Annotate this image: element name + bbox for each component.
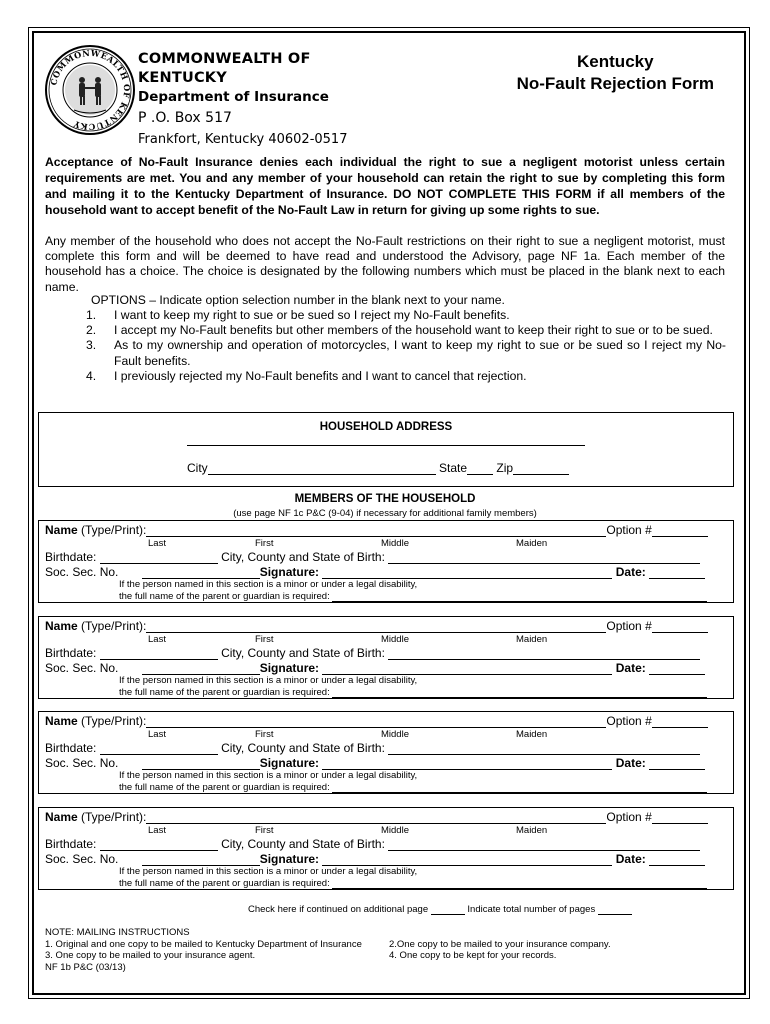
guardian-field[interactable] bbox=[332, 592, 707, 602]
first-caption: First bbox=[255, 825, 274, 836]
signature-field[interactable] bbox=[322, 757, 612, 770]
middle-caption: Middle bbox=[381, 825, 409, 836]
date-label: Date: bbox=[615, 852, 646, 866]
options-list bbox=[86, 308, 726, 384]
option-item bbox=[86, 308, 726, 323]
name-field[interactable] bbox=[146, 715, 606, 728]
minor-note-2-row bbox=[119, 591, 707, 602]
option-field[interactable] bbox=[652, 715, 708, 728]
name-label: Name bbox=[45, 523, 78, 537]
name-row bbox=[45, 619, 708, 633]
option-text: As to my ownership and operation of motorcycles, I want to keep my right to sue or be sued so I reject my No-Fault benefits. bbox=[114, 338, 726, 368]
option-number: 4. bbox=[86, 368, 97, 383]
signature-label: Signature: bbox=[259, 565, 320, 579]
name-field[interactable] bbox=[146, 524, 606, 537]
name-row bbox=[45, 523, 708, 537]
option-label: Option # bbox=[606, 714, 652, 728]
ssn-row bbox=[45, 565, 705, 579]
guardian-label: the full name of the parent or guardian is required: bbox=[119, 878, 330, 889]
options-header: OPTIONS – Indicate option selection number in the blank next to your name. bbox=[91, 293, 505, 307]
option-field[interactable] bbox=[652, 811, 708, 824]
household-address-title: HOUSEHOLD ADDRESS bbox=[319, 421, 453, 433]
signature-label: Signature: bbox=[259, 852, 320, 866]
middle-caption: Middle bbox=[381, 729, 409, 740]
name-label: Name bbox=[45, 810, 78, 824]
guardian-label: the full name of the parent or guardian is required: bbox=[119, 782, 330, 793]
guardian-field[interactable] bbox=[332, 783, 707, 793]
member-block bbox=[38, 807, 734, 890]
middle-caption: Middle bbox=[381, 634, 409, 645]
name-label: Name bbox=[45, 619, 78, 633]
date-field[interactable] bbox=[649, 566, 705, 579]
birthplace-label: City, County and State of Birth: bbox=[221, 550, 385, 564]
note-2: 2.One copy to be mailed to your insurance company. bbox=[389, 938, 611, 950]
name-row bbox=[45, 714, 708, 728]
notes-row-2 bbox=[45, 950, 611, 962]
form-title-line-1: Kentucky bbox=[577, 52, 654, 71]
minor-note-2-row bbox=[119, 878, 707, 889]
ssn-field[interactable] bbox=[142, 757, 260, 770]
option-text: I accept my No-Fault benefits but other members of the household want to keep their right to sue or to be sued. bbox=[114, 323, 713, 338]
option-item bbox=[86, 323, 726, 338]
ssn-field[interactable] bbox=[142, 853, 260, 866]
birthplace-field[interactable] bbox=[388, 838, 700, 851]
maiden-caption: Maiden bbox=[516, 634, 548, 645]
signature-field[interactable] bbox=[322, 853, 612, 866]
members-note: (use page NF 1c P&C (9-04) if necessary for additional family members) bbox=[233, 508, 537, 519]
first-caption: First bbox=[255, 729, 274, 740]
ssn-label: Soc. Sec. No. bbox=[45, 852, 119, 866]
first-caption: First bbox=[255, 538, 274, 549]
name-label: Name bbox=[45, 714, 78, 728]
birthdate-label: Birthdate: bbox=[45, 837, 97, 851]
name-row bbox=[45, 810, 708, 824]
minor-note-1: If the person named in this section is a minor or under a legal disability, bbox=[119, 675, 418, 686]
member-block bbox=[38, 616, 734, 699]
minor-note-1: If the person named in this section is a minor or under a legal disability, bbox=[119, 866, 418, 877]
birthplace-field[interactable] bbox=[388, 742, 700, 755]
ssn-label: Soc. Sec. No. bbox=[45, 661, 119, 675]
note-3: 3. One copy to be mailed to your insurance agent. bbox=[45, 950, 256, 962]
city-state-zip-row bbox=[187, 461, 569, 475]
name-suffix: (Type/Print): bbox=[77, 523, 147, 537]
maiden-caption: Maiden bbox=[516, 538, 548, 549]
notes-row-1 bbox=[45, 939, 611, 951]
kentucky-seal-icon bbox=[44, 44, 136, 136]
last-caption: Last bbox=[148, 538, 166, 549]
zip-label: Zip bbox=[496, 461, 514, 475]
state-label: State bbox=[439, 461, 468, 475]
maiden-caption: Maiden bbox=[516, 729, 548, 740]
signature-field[interactable] bbox=[322, 566, 612, 579]
minor-note-1: If the person named in this section is a minor or under a legal disability, bbox=[119, 579, 418, 590]
option-item bbox=[86, 338, 726, 368]
date-label: Date: bbox=[615, 756, 646, 770]
form-title bbox=[517, 51, 714, 95]
member-block bbox=[38, 711, 734, 794]
birthdate-label: Birthdate: bbox=[45, 741, 97, 755]
name-suffix: (Type/Print): bbox=[77, 714, 147, 728]
city-field[interactable] bbox=[208, 462, 436, 475]
household-address-section bbox=[38, 412, 734, 487]
option-label: Option # bbox=[606, 810, 652, 824]
maiden-caption: Maiden bbox=[516, 825, 548, 836]
agency-header bbox=[138, 50, 347, 149]
department-name: Department of Insurance bbox=[138, 89, 329, 105]
ssn-row bbox=[45, 852, 705, 866]
members-title: MEMBERS OF THE HOUSEHOLD bbox=[294, 493, 476, 505]
guardian-field[interactable] bbox=[332, 688, 707, 698]
total-pages-field[interactable] bbox=[598, 905, 632, 915]
minor-note-1: If the person named in this section is a minor or under a legal disability, bbox=[119, 770, 418, 781]
minor-note-2-row bbox=[119, 687, 707, 698]
date-field[interactable] bbox=[649, 757, 705, 770]
birthdate-field[interactable] bbox=[100, 742, 218, 755]
guardian-label: the full name of the parent or guardian is required: bbox=[119, 591, 330, 602]
option-item bbox=[86, 369, 726, 384]
member-block bbox=[38, 520, 734, 603]
birthdate-field[interactable] bbox=[100, 551, 218, 564]
option-field[interactable] bbox=[652, 620, 708, 633]
birthdate-label: Birthdate: bbox=[45, 550, 97, 564]
birthplace-field[interactable] bbox=[388, 647, 700, 660]
option-text: I previously rejected my No-Fault benefits and I want to cancel that rejection. bbox=[114, 368, 527, 383]
guardian-label: the full name of the parent or guardian is required: bbox=[119, 687, 330, 698]
middle-caption: Middle bbox=[381, 538, 409, 549]
option-field[interactable] bbox=[652, 524, 708, 537]
birthplace-label: City, County and State of Birth: bbox=[221, 741, 385, 755]
birthdate-label: Birthdate: bbox=[45, 646, 97, 660]
option-label: Option # bbox=[606, 523, 652, 537]
note-4: 4. One copy to be kept for your records. bbox=[389, 950, 557, 962]
option-label: Option # bbox=[606, 619, 652, 633]
zip-field[interactable] bbox=[513, 462, 569, 475]
continuation-row bbox=[248, 904, 632, 915]
name-suffix: (Type/Print): bbox=[77, 810, 147, 824]
date-label: Date: bbox=[615, 661, 646, 675]
date-field[interactable] bbox=[649, 853, 705, 866]
guardian-field[interactable] bbox=[332, 879, 707, 889]
po-box: P .O. Box 517 bbox=[138, 110, 232, 126]
org-line-2: KENTUCKY bbox=[138, 70, 227, 86]
name-field[interactable] bbox=[146, 620, 606, 633]
continuation-label: Check here if continued on additional page bbox=[248, 904, 429, 915]
form-title-line-2: No-Fault Rejection Form bbox=[516, 74, 714, 93]
ssn-field[interactable] bbox=[142, 662, 260, 675]
ssn-label: Soc. Sec. No. bbox=[45, 565, 119, 579]
minor-note-2-row bbox=[119, 782, 707, 793]
option-text: I want to keep my right to sue or be sued so I reject my No-Fault benefits. bbox=[114, 308, 510, 322]
option-number: 2. bbox=[86, 323, 97, 338]
date-label: Date: bbox=[615, 565, 646, 579]
ssn-row bbox=[45, 661, 705, 675]
last-caption: Last bbox=[148, 825, 166, 836]
continuation-field[interactable] bbox=[431, 905, 465, 915]
birthdate-field[interactable] bbox=[100, 647, 218, 660]
birthplace-label: City, County and State of Birth: bbox=[221, 837, 385, 851]
ssn-label: Soc. Sec. No. bbox=[45, 756, 119, 770]
street-address-field[interactable] bbox=[187, 445, 585, 446]
birth-row bbox=[45, 837, 700, 851]
option-number: 1. bbox=[86, 308, 97, 322]
last-caption: Last bbox=[148, 729, 166, 740]
birthplace-field[interactable] bbox=[388, 551, 700, 564]
birth-row bbox=[45, 550, 700, 564]
notes-title: NOTE: MAILING INSTRUCTIONS bbox=[45, 927, 190, 938]
warning-paragraph: Acceptance of No-Fault Insurance denies each individual the right to sue a negligent motorist unless certain requirements are met. You and any member of your household can retain the right to sue by completing this form and mailing it to the Kentucky Department of Insurance. DO NOT COMPLETE THIS FORM if all members of the household want to accept benefit of the No-Fault Law in return for giving up some rights to sue. bbox=[45, 155, 725, 217]
city-label: City bbox=[187, 461, 208, 475]
total-pages-label: Indicate total number of pages bbox=[467, 904, 596, 915]
name-field[interactable] bbox=[146, 811, 606, 824]
birthplace-label: City, County and State of Birth: bbox=[221, 646, 385, 660]
mailing-instructions bbox=[45, 927, 611, 973]
city-address: Frankfort, Kentucky 40602-0517 bbox=[138, 132, 348, 147]
instructions-paragraph: Any member of the household who does not accept the No-Fault restrictions on their right to sue a negligent motorist, must complete this form and will be deemed to have read and understood the Advisory, page NF 1a. Each member of the household has a choice. The choice is designated by the following numbers which must be placed in the blank next to each name. bbox=[45, 234, 725, 294]
note-1: 1. Original and one copy to be mailed to Kentucky Department of Insurance bbox=[45, 938, 362, 950]
form-code: NF 1b P&C (03/13) bbox=[45, 961, 126, 973]
svg-text:COMMONWEALTH OF KENTUCKY: COMMONWEALTH OF KENTUCKY bbox=[48, 47, 133, 133]
signature-label: Signature: bbox=[259, 756, 320, 770]
signature-field[interactable] bbox=[322, 662, 612, 675]
date-field[interactable] bbox=[649, 662, 705, 675]
org-line-1: COMMONWEALTH OF bbox=[138, 51, 311, 67]
first-caption: First bbox=[255, 634, 274, 645]
birth-row bbox=[45, 741, 700, 755]
last-caption: Last bbox=[148, 634, 166, 645]
ssn-row bbox=[45, 756, 705, 770]
state-field[interactable] bbox=[467, 462, 493, 475]
birth-row bbox=[45, 646, 700, 660]
name-suffix: (Type/Print): bbox=[77, 619, 147, 633]
birthdate-field[interactable] bbox=[100, 838, 218, 851]
ssn-field[interactable] bbox=[142, 566, 260, 579]
signature-label: Signature: bbox=[259, 661, 320, 675]
option-number: 3. bbox=[86, 338, 97, 353]
